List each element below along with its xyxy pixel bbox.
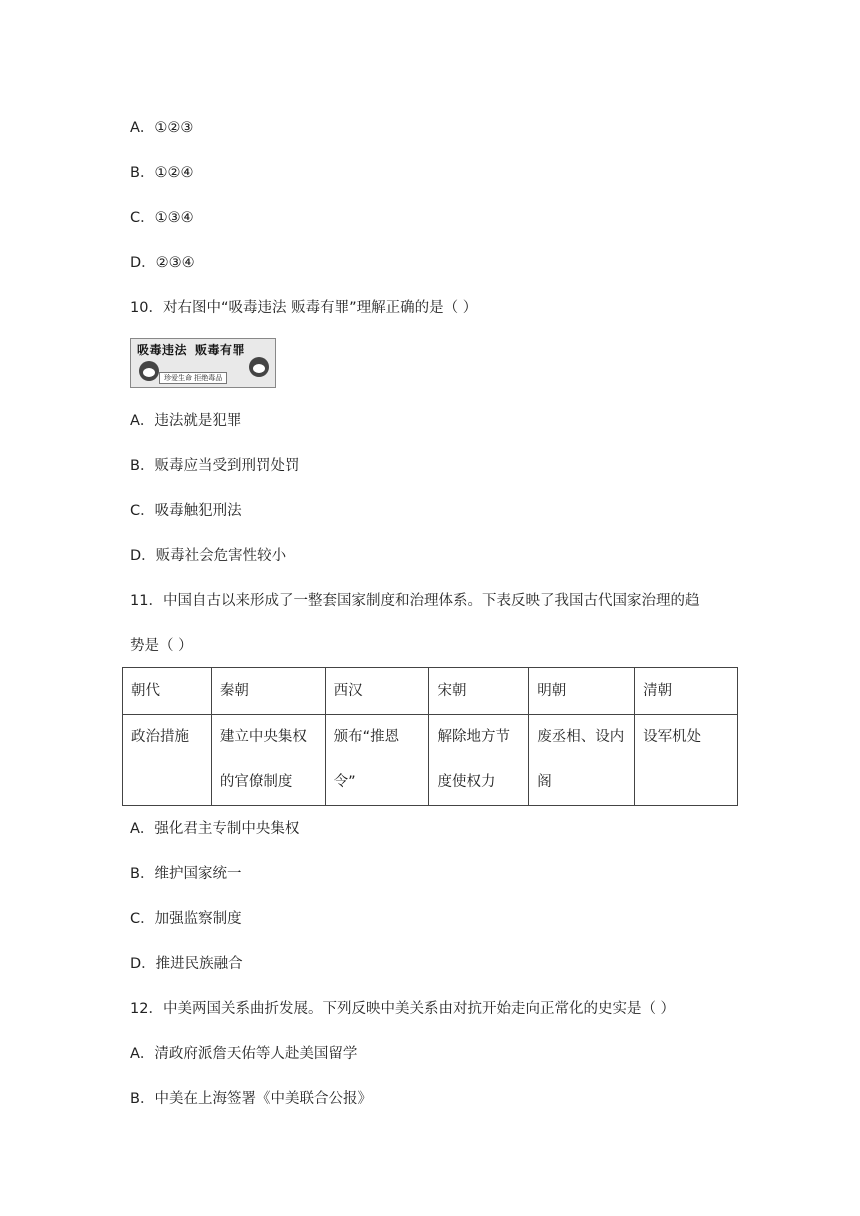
table-cell: 秦朝 xyxy=(211,668,325,715)
table-cell: 解除地方节度使权力 xyxy=(429,715,529,806)
poster-title-right: 贩毒有罪 xyxy=(195,343,246,357)
q10-option-a: A．违法就是犯罪 xyxy=(130,413,242,429)
q11-stem-line1: 11．中国自古以来形成了一整套国家制度和治理体系。下表反映了我国古代国家治理的趋 xyxy=(130,593,700,609)
q10-option-c: C．吸毒触犯刑法 xyxy=(130,503,242,519)
q10-stem: 10．对右图中“吸毒违法 贩毒有罪”理解正确的是（ ） xyxy=(130,300,478,316)
q12-stem: 12．中美两国关系曲折发展。下列反映中美关系由对抗开始走向正常化的史实是（ ） xyxy=(130,1001,676,1017)
q12-option-a: A．清政府派詹天佑等人赴美国留学 xyxy=(130,1046,358,1062)
table-cell: 建立中央集权的官僚制度 xyxy=(211,715,325,806)
table-cell: 西汉 xyxy=(325,668,429,715)
table-cell: 清朝 xyxy=(635,668,738,715)
q11-option-b: B．维护国家统一 xyxy=(130,866,242,882)
table-cell: 设军机处 xyxy=(635,715,738,806)
q10-option-d: D．贩毒社会危害性较小 xyxy=(130,548,287,564)
table-header-row xyxy=(123,668,738,715)
q9-option-c: C．①③④ xyxy=(130,210,194,226)
governance-table xyxy=(122,667,738,806)
q9-option-a: A．①②③ xyxy=(130,120,194,136)
table-cell: 政治措施 xyxy=(123,715,212,806)
q11-option-d: D．推进民族融合 xyxy=(130,956,243,972)
table-cell: 宋朝 xyxy=(429,668,529,715)
cartoon-figure-icon xyxy=(139,361,159,381)
poster-title-left: 吸毒违法 xyxy=(137,343,188,357)
q9-option-b: B．①②④ xyxy=(130,165,194,181)
q11-option-a: A．强化君主专制中央集权 xyxy=(130,821,300,837)
q12-option-b: B．中美在上海签署《中美联合公报》 xyxy=(130,1091,372,1107)
q10-option-b: B．贩毒应当受到刑罚处罚 xyxy=(130,458,300,474)
q9-option-d: D．②③④ xyxy=(130,255,195,271)
table-row xyxy=(123,715,738,806)
anti-drug-poster xyxy=(130,338,276,388)
poster-title xyxy=(137,341,253,358)
table-cell: 颁布“推恩令” xyxy=(325,715,429,806)
q11-stem-line2: 势是（ ） xyxy=(130,638,193,654)
table-cell: 废丞相、设内阁 xyxy=(529,715,635,806)
table-cell: 朝代 xyxy=(123,668,212,715)
table-cell: 明朝 xyxy=(529,668,635,715)
q11-option-c: C．加强监察制度 xyxy=(130,911,242,927)
poster-slogan: 珍爱生命 拒绝毒品 xyxy=(159,372,227,384)
police-figure-icon xyxy=(249,357,269,377)
